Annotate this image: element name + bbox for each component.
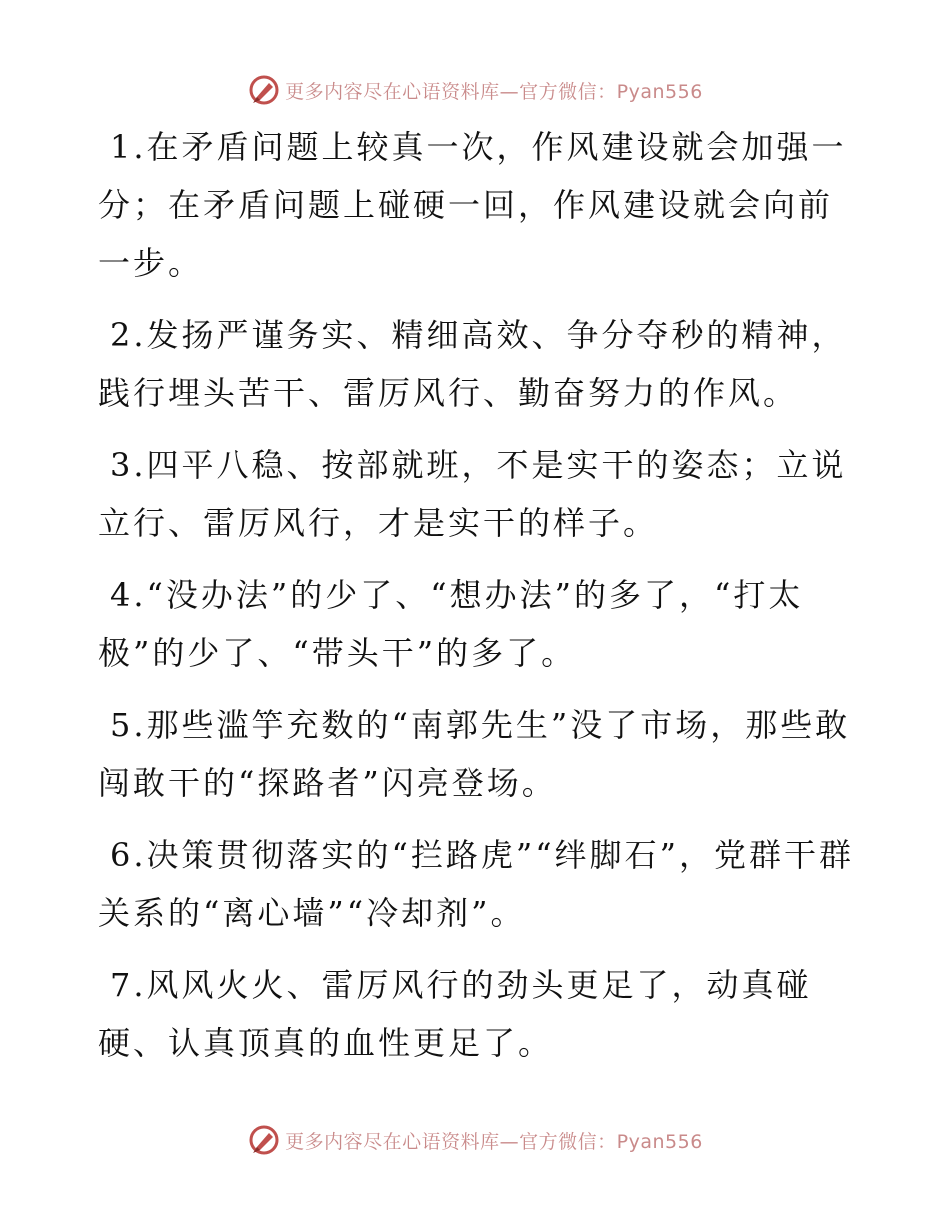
paragraph-7: 7.风风火火、雷厉风行的劲头更足了，动真碰硬、认真顶真的血性更足了。 [98,966,812,1062]
paragraph-4: 4.“没办法”的少了、“想办法”的多了，“打太极”的少了、“带头干”的多了。 [98,576,804,672]
header-banner-text [285,77,703,104]
paragraph-1: 1.在矛盾问题上较真一次，作风建设就会加强一分；在矛盾问题上碰硬一回，作风建设就会向前一步。 [98,128,847,282]
pen-logo-icon [247,73,281,107]
header-banner [0,70,950,110]
header-banner-tail: 官方微信：Pyan556 [519,80,703,103]
paragraph-5: 5.那些滥竽充数的“南郭先生”没了市场，那些敢闯敢干的“探路者”闪亮登场。 [98,706,851,802]
paragraph-2: 2.发扬严谨务实、精细高效、争分夺秒的精神，践行埋头苦干、雷厉风行、勤奋努力的作风。 [98,316,847,412]
document-body [98,118,858,1086]
pen-logo-icon [247,1123,281,1157]
footer-banner [0,1120,950,1160]
footer-banner-tail: 官方微信：Pyan556 [519,1130,703,1153]
footer-banner-sep: — [499,1130,520,1153]
footer-banner-text [285,1127,703,1154]
footer-banner-main: 更多内容尽在心语资料库 [285,1130,500,1153]
paragraph-6: 6.决策贯彻落实的“拦路虎”“绊脚石”，党群干群关系的“离心墙”“冷却剂”。 [98,836,854,932]
header-banner-main: 更多内容尽在心语资料库 [285,80,500,103]
header-banner-sep: — [499,80,520,103]
paragraph-3: 3.四平八稳、按部就班，不是实干的姿态；立说立行、雷厉风行，才是实干的样子。 [98,446,847,542]
